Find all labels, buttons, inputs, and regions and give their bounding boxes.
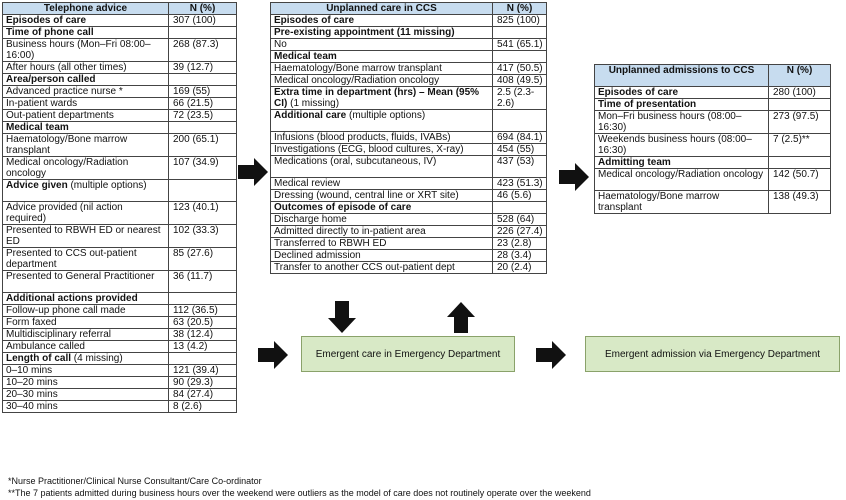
arrow-telephone-to-emergent-care [258,341,288,369]
row-value: 437 (53) [493,156,547,178]
row-label: Medical review [274,178,341,189]
row-label: 0–10 mins [6,365,53,376]
row-label: Mon–Fri business hours (08:00–16:30) [598,111,742,133]
row-label: Declined admission [274,250,361,261]
row-label: Haematology/Bone marrow transplant [274,63,442,74]
row-label: Investigations (ECG, blood cultures, X-ray) [274,144,464,155]
row-label: Medical oncology/Radiation oncology [598,169,764,180]
row-value: 408 (49.5) [493,75,547,87]
row-value: 13 (4.2) [169,341,237,353]
row-note: (multiple options) [67,180,147,191]
row-value: 423 (51.3) [493,178,547,190]
emergent-care-label: Emergent care in Emergency Department [315,348,501,360]
row-value: 454 (55) [493,144,547,156]
row-value: 307 (100) [169,15,237,27]
row-label: Additional actions provided [6,293,138,304]
row-label: Business hours (Mon–Fri 08:00–16:00) [6,39,151,61]
row-value: 28 (3.4) [493,250,547,262]
row-label: Multidisciplinary referral [6,329,112,340]
row-label: Extra time in department (hrs) – Mean (95% CI) [274,87,480,109]
column-header: Telephone advice [3,3,169,15]
arrow-telephone-to-care [238,158,268,186]
row-label: Follow-up phone call made [6,305,126,316]
row-label: Medical oncology/Radiation oncology [274,75,440,86]
row-value: 142 (50.7) [769,169,831,191]
row-value: 85 (27.6) [169,248,237,271]
row-label: Episodes of care [6,15,87,26]
row-label: Admitting team [598,157,671,168]
row-label: Episodes of care [274,15,355,26]
row-value: 2.5 (2.3-2.6) [493,87,547,110]
row-value: 72 (23.5) [169,110,237,122]
row-value: 66 (21.5) [169,98,237,110]
row-value: 280 (100) [769,87,831,99]
row-value: 84 (27.4) [169,389,237,401]
row-label: No [274,39,287,50]
row-value: 528 (64) [493,214,547,226]
row-label: Transfer to another CCS out-patient dept [274,262,455,273]
row-label: Advice given [6,180,68,191]
row-value: 268 (87.3) [169,39,237,62]
row-label: Discharge home [274,214,347,225]
row-label: Presented to General Practitioner [6,271,155,282]
column-header-n: N (%) [493,3,547,15]
emergent-admission-label: Emergent admission via Emergency Department [604,348,821,360]
row-value: 226 (27.4) [493,226,547,238]
row-value: 825 (100) [493,15,547,27]
arrow-care-to-admissions [559,163,589,191]
row-label: Time of presentation [598,99,697,110]
row-value: 23 (2.8) [493,238,547,250]
row-label: 10–20 mins [6,377,58,388]
row-value: 90 (29.3) [169,377,237,389]
row-label: Haematology/Bone marrow transplant [6,134,128,156]
row-value: 138 (49.3) [769,191,831,214]
row-label: Presented to RBWH ED or nearest ED [6,225,161,247]
row-label: In-patient wards [6,98,78,109]
row-value: 200 (65.1) [169,134,237,157]
row-label: Episodes of care [598,87,679,98]
row-label: Haematology/Bone marrow transplant [598,191,720,213]
row-label: Outcomes of episode of care [274,202,412,213]
row-value: 39 (12.7) [169,62,237,74]
column-header-n: N (%) [769,65,831,87]
row-label: Infusions (blood products, fluids, IVABs) [274,132,451,143]
row-value: 46 (5.6) [493,190,547,202]
row-value: 102 (33.3) [169,225,237,248]
row-note: (multiple options) [346,110,426,121]
row-note: (4 missing) [71,353,123,364]
column-header: Unplanned care in CCS [271,3,493,15]
row-label: Pre-existing appointment (11 missing) [274,27,455,38]
row-label: Dressing (wound, central line or XRT site) [274,190,459,201]
row-value: 112 (36.5) [169,305,237,317]
row-label: Form faxed [6,317,57,328]
row-value: 121 (39.4) [169,365,237,377]
column-header-n: N (%) [169,3,237,15]
row-label: Presented to CCS out-patient department [6,248,137,270]
row-label: Ambulance called [6,341,85,352]
footnote-weekend: **The 7 patients admitted during business hours over the weekend were outliers as the model of care does not routinely operate over the weekend [8,488,591,498]
column-header: Unplanned admissions to CCS [595,65,769,87]
row-label: Length of call [6,353,71,364]
row-label: Medical oncology/Radiation oncology [6,157,129,179]
row-label: Transferred to RBWH ED [274,238,387,249]
row-value: 7 (2.5)** [769,134,831,157]
row-label: Area/person called [6,74,96,85]
row-value: 8 (2.6) [169,401,237,413]
row-label: Medications (oral, subcutaneous, IV) [274,156,437,167]
footnote-nurse: *Nurse Practitioner/Clinical Nurse Consultant/Care Co-ordinator [8,476,262,486]
row-label: Medical team [6,122,69,133]
row-value: 123 (40.1) [169,202,237,225]
row-value: 107 (34.9) [169,157,237,180]
row-value: 36 (11.7) [169,271,237,293]
row-value: 38 (12.4) [169,329,237,341]
row-value: 694 (84.1) [493,132,547,144]
arrow-care-down-to-emergent [328,301,356,333]
row-label: Advice provided (nil action required) [6,202,123,224]
row-label: 20–30 mins [6,389,58,400]
row-value: 169 (55) [169,86,237,98]
row-value: 541 (65.1) [493,39,547,51]
row-label: Admitted directly to in-patient area [274,226,426,237]
row-value: 20 (2.4) [493,262,547,274]
row-label: Advanced practice nurse * [6,86,123,97]
row-label: Medical team [274,51,337,62]
row-label: Out-patient departments [6,110,114,121]
row-value: 273 (97.5) [769,111,831,134]
row-value: 63 (20.5) [169,317,237,329]
row-label: Additional care [274,110,347,121]
row-label: 30–40 mins [6,401,58,412]
row-value: 417 (50.5) [493,63,547,75]
arrow-emergent-care-to-admission [536,341,566,369]
row-label: After hours (all other times) [6,62,127,73]
row-label: Weekends business hours (08:00–16:30) [598,134,752,156]
row-note: (1 missing) [287,98,340,109]
arrow-emergent-up-to-care [447,302,475,333]
row-label: Time of phone call [6,27,94,38]
